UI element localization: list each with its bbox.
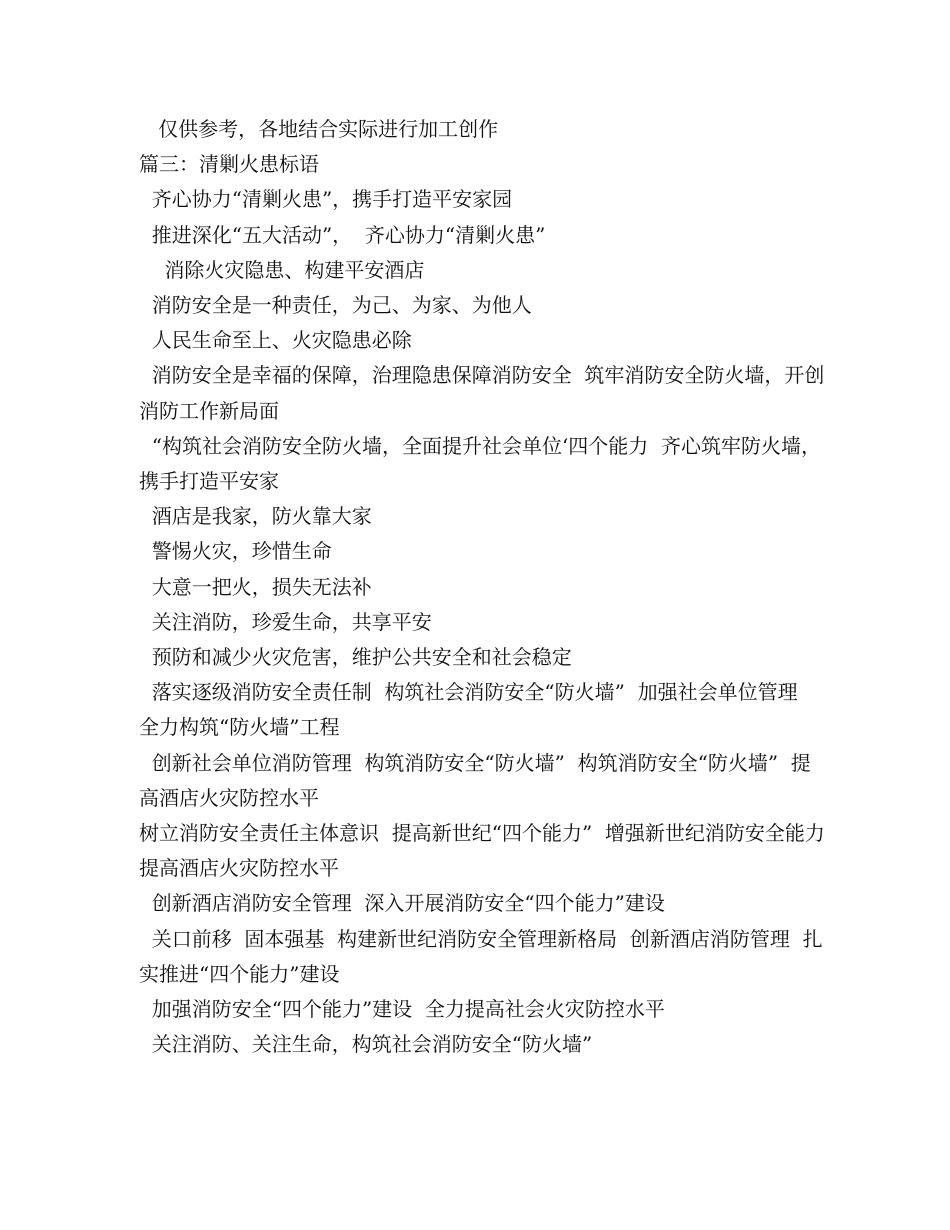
text-line: 推进深化“五大活动”， 齐心协力“清剿火患”: [139, 222, 546, 247]
text-line: 加强消防安全“四个能力”建设 全力提高社会火灾防控水平: [139, 997, 665, 1022]
text-line: 消除火灾隐患、构建平安酒店: [139, 257, 425, 282]
text-line: 消防安全是幸福的保障，治理隐患保障消防安全 筑牢消防安全防火墙，开创消防工作新局面: [139, 363, 825, 423]
text-line: 预防和减少火灾危害，维护公共安全和社会稳定: [139, 645, 572, 670]
text-line: 创新酒店消防安全管理 深入开展消防安全“四个能力”建设: [139, 891, 665, 916]
text-line: 酒店是我家，防火靠大家: [139, 504, 372, 529]
text-line: 关注消防，珍爱生命，共享平安: [139, 609, 432, 634]
text-line: 创新社会单位消防管理 构筑消防安全“防火墙” 构筑消防安全“防火墙” 提高酒店火灾防控水平: [139, 750, 811, 810]
text-line: 树立消防安全责任主体意识 提高新世纪“四个能力” 增强新世纪消防安全能力 提高酒店火灾防控水平: [139, 821, 838, 881]
text-line: 关注消防、关注生命，构筑社会消防安全“防火墙”: [139, 1032, 593, 1057]
text-line: 落实逐级消防安全责任制 构筑社会消防安全“防火墙” 加强社会单位管理 全力构筑“防火墙”工程: [139, 680, 811, 740]
text-line: 仅供参考，各地结合实际进行加工创作: [139, 117, 499, 141]
text-line: 齐心协力“清剿火患”，携手打造平安家园: [139, 187, 513, 212]
text-line: 消防安全是一种责任，为己、为家、为他人: [139, 293, 532, 318]
document-body: [139, 112, 838, 1062]
section-heading: 篇三：清剿火患标语: [139, 152, 319, 177]
text-line: 大意一把火，损失无法补: [139, 574, 372, 599]
text-line: 关口前移 固本强基 构建新世纪消防安全管理新格局 创新酒店消防管理 扎实推进“四个能力”建设: [139, 926, 823, 986]
text-line: “构筑社会消防安全防火墙，全面提升社会单位‘四个能力 齐心筑牢防火墙，携手打造平安家: [139, 433, 822, 494]
text-line: 人民生命至上、火灾隐患必除: [139, 328, 412, 353]
text-line: 警惕火灾，珍惜生命: [139, 539, 332, 564]
